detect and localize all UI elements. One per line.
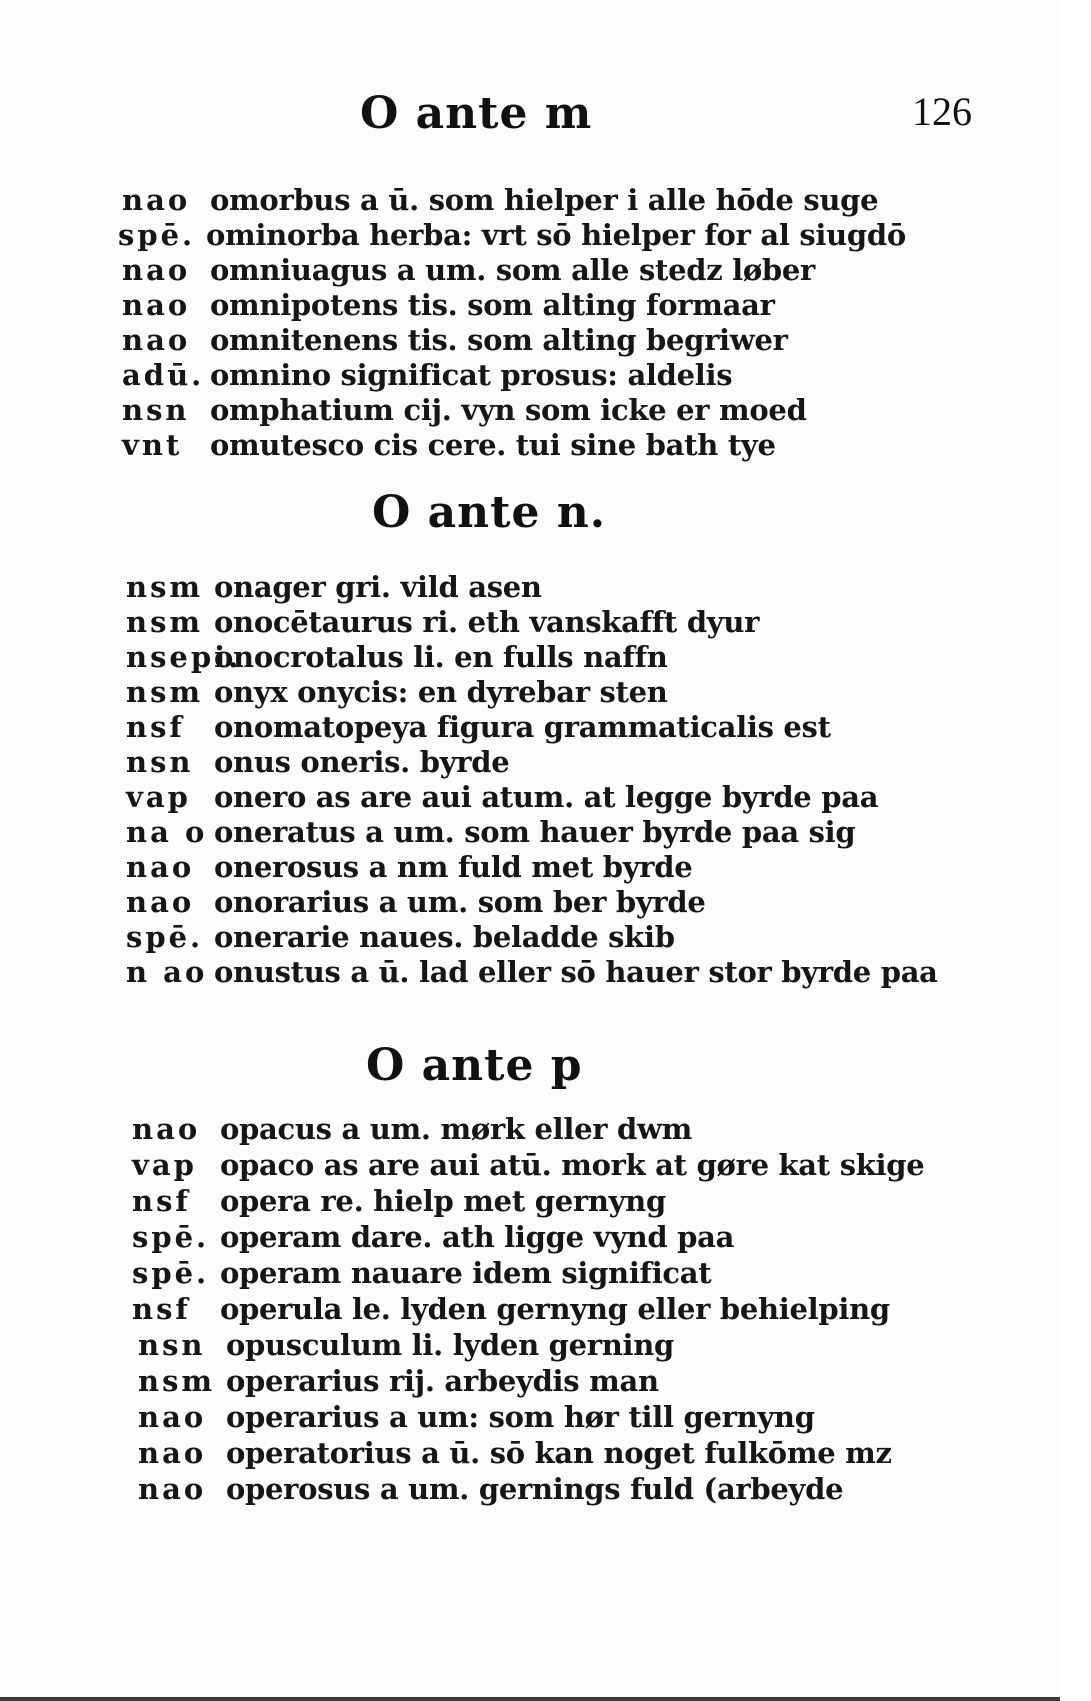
entry-text: opera re. hielp met gernyng — [220, 1184, 666, 1218]
entry-grammar: nsm — [138, 1364, 216, 1398]
entry-grammar: vap — [126, 780, 191, 814]
entry-text: opaco as are aui atū. mork at gøre kat skige — [220, 1148, 925, 1182]
entry-grammar: nao — [138, 1472, 207, 1506]
entry-text: omnitenens tis. som alting begriwer — [210, 323, 788, 357]
entry-text: onerosus a nm fuld met byrde — [214, 850, 693, 884]
entry-text: operula le. lyden gernyng eller behielping — [220, 1292, 890, 1326]
entry-text: opacus a um. mørk eller dwm — [220, 1112, 693, 1146]
entry-grammar: vnt — [122, 428, 183, 462]
page-edge — [1060, 0, 1091, 1701]
entry — [122, 288, 775, 322]
entry — [126, 675, 668, 709]
entry-grammar: nao — [126, 850, 195, 884]
entry — [126, 745, 509, 779]
entry-grammar: spē. — [118, 218, 196, 252]
entry — [132, 1256, 711, 1290]
entry-text: onyx onycis: en dyrebar sten — [214, 675, 668, 709]
entry-grammar: nsm — [126, 605, 204, 639]
entry-grammar: adū. — [122, 358, 205, 392]
entry-text: onocrotalus li. en fulls naffn — [214, 640, 668, 674]
entry-grammar: spē. — [132, 1220, 210, 1254]
entry-grammar: nao — [122, 183, 191, 217]
entry-text: operam nauare idem significat — [220, 1256, 712, 1290]
entry-grammar: spē. — [132, 1256, 210, 1290]
entry-text: omorbus a ū. som hielper i alle hōde suge — [210, 183, 879, 217]
entry-text: operosus a um. gernings fuld (arbeyde — [226, 1472, 844, 1506]
entry-grammar: nsepi. — [126, 640, 242, 674]
entry — [138, 1436, 892, 1470]
entry — [126, 640, 668, 674]
entry — [132, 1148, 924, 1182]
entry — [122, 183, 878, 217]
entry — [132, 1220, 734, 1254]
entry — [122, 428, 776, 462]
entry-grammar: vap — [132, 1148, 197, 1182]
entry-text: omniuagus a um. som alle stedz løber — [210, 253, 816, 287]
entry-text: omphatium cij. vyn som icke er moed — [210, 393, 807, 427]
entry-text: onorarius a um. som ber byrde — [214, 885, 706, 919]
entry-text: operarius rij. arbeydis man — [226, 1364, 659, 1398]
entry-grammar: nao — [126, 885, 195, 919]
page-number: 126 — [912, 89, 972, 134]
entry-grammar: nsm — [126, 570, 204, 604]
entry-text: operatorius a ū. sō kan noget fulkōme mz — [226, 1436, 892, 1470]
entry — [132, 1292, 890, 1326]
entry-grammar: nao — [122, 288, 191, 322]
entry-text: oneratus a um. som hauer byrde paa sig — [214, 815, 856, 849]
entry — [126, 815, 855, 849]
entry-text: omnipotens tis. som alting formaar — [210, 288, 775, 322]
entry-grammar: n ao — [126, 955, 208, 989]
section-heading-o-ante-m: O ante m — [360, 88, 593, 139]
entry-grammar: nao — [138, 1400, 207, 1434]
entry — [138, 1328, 674, 1362]
entry-grammar: na o — [126, 815, 208, 849]
entry-grammar: nsn — [126, 745, 194, 779]
bottom-edge — [0, 1697, 1060, 1701]
entry-grammar: nao — [132, 1112, 201, 1146]
entry — [122, 393, 807, 427]
entry-grammar: nsf — [132, 1292, 191, 1326]
entry-text: ominorba herba: vrt sō hielper for al siugdō — [206, 218, 906, 252]
entry-text: onager gri. vild asen — [214, 570, 542, 604]
entry-grammar: nsm — [126, 675, 204, 709]
entry-grammar: nao — [122, 253, 191, 287]
entry — [122, 323, 788, 357]
entry — [126, 570, 542, 604]
entry — [126, 780, 878, 814]
entry-grammar: nao — [122, 323, 191, 357]
entry-grammar: nsf — [132, 1184, 191, 1218]
entry — [126, 605, 759, 639]
entry-text: onocētaurus ri. eth vanskafft dyur — [214, 605, 760, 639]
entry-text: omnino significat prosus: aldelis — [210, 358, 733, 392]
entry-text: onus oneris. byrde — [214, 745, 510, 779]
entry — [138, 1400, 815, 1434]
entry-grammar: spē. — [126, 920, 204, 954]
entry-text: onomatopeya figura grammaticalis est — [214, 710, 831, 744]
entry — [126, 920, 675, 954]
section-heading-o-ante-n: O ante n. — [372, 487, 607, 538]
section-heading-o-ante-p: O ante p — [366, 1040, 583, 1091]
entry-text: operam dare. ath ligge vynd paa — [220, 1220, 735, 1254]
entry-grammar: nsf — [126, 710, 185, 744]
entry — [126, 955, 938, 989]
entry-text: onustus a ū. lad eller sō hauer stor byrde paa — [214, 955, 938, 989]
entry-text: omutesco cis cere. tui sine bath tye — [210, 428, 776, 462]
entry-text: onerarie naues. beladde skib — [214, 920, 675, 954]
entry-grammar: nsn — [138, 1328, 206, 1362]
entry — [126, 885, 705, 919]
entry-text: operarius a um: som hør till gernyng — [226, 1400, 815, 1434]
entry-text: opusculum li. lyden gerning — [226, 1328, 675, 1362]
entry — [122, 253, 815, 287]
entry — [138, 1364, 659, 1398]
entry — [138, 1472, 843, 1506]
entry-text: onero as are aui atum. at legge byrde paa — [214, 780, 879, 814]
entry-grammar: nsn — [122, 393, 190, 427]
entry-grammar: nao — [138, 1436, 207, 1470]
entry — [122, 358, 732, 392]
entry — [126, 710, 831, 744]
entry — [132, 1112, 692, 1146]
entry — [132, 1184, 666, 1218]
entry — [118, 218, 906, 252]
entry — [126, 850, 692, 884]
